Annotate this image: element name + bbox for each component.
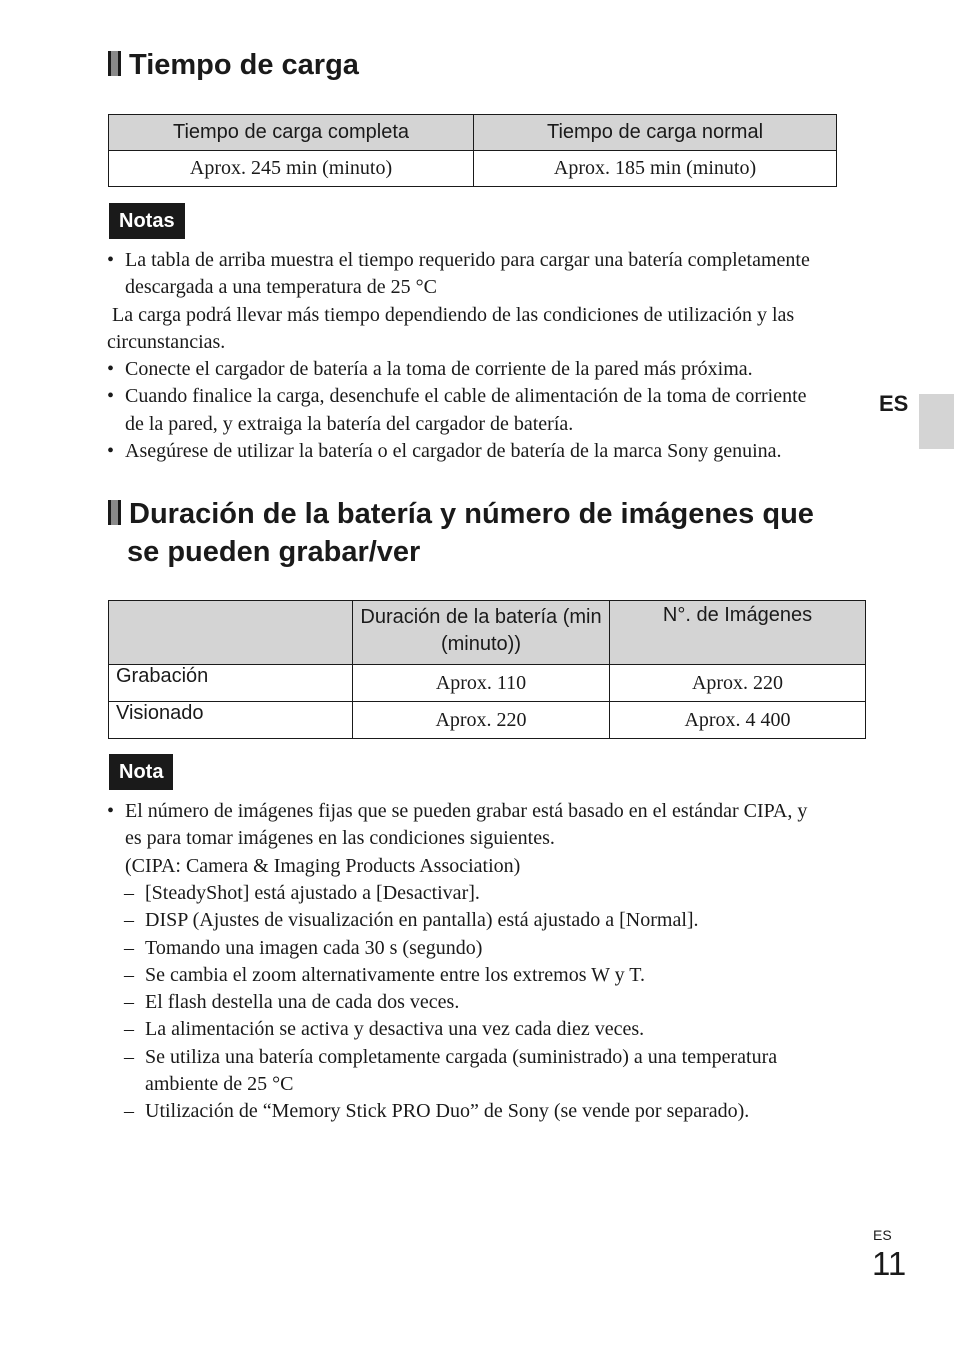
condition-text: Tomando una imagen cada 30 s (segundo) xyxy=(145,936,483,959)
page-language-code: ES xyxy=(873,1227,892,1243)
list-item xyxy=(107,247,867,302)
table-row xyxy=(109,702,866,739)
condition-text: El flash destella una de cada dos veces. xyxy=(145,991,460,1014)
page-number: 11 xyxy=(872,1245,907,1282)
row-label-viewing: Visionado xyxy=(109,702,353,739)
table-header-empty xyxy=(109,601,353,665)
notes-list xyxy=(107,247,867,465)
conditions-list xyxy=(124,880,864,1126)
list-item: – Utilización de “Memory Stick PRO Duo” de Sony (se vende por separado). xyxy=(124,1100,750,1123)
heading-text: Tiempo de carga xyxy=(129,49,359,81)
table-cell-images: Aprox. 4 400 xyxy=(610,702,866,739)
bullet-icon: • xyxy=(107,249,115,271)
table-row xyxy=(109,665,866,702)
note-text-cipa: (CIPA: Camera & Imaging Products Association) xyxy=(125,854,521,877)
condition-text: Utilización de “Memory Stick PRO Duo” de Sony (se vende por separado). xyxy=(145,1100,750,1123)
list-item: – [SteadyShot] está ajustado a [Desactivar]. xyxy=(124,882,480,904)
table-cell-duration: Aprox. 220 xyxy=(353,702,610,739)
note-text: Cuando finalice la carga, desenchufe el cable de alimentación de la toma de corriente de la pared, y extraiga la batería del cargador de batería. xyxy=(125,385,807,435)
table-cell-full-charge: Aprox. 245 min (minuto) xyxy=(109,151,474,187)
heading-marker-icon xyxy=(108,51,121,76)
bullet-icon: • xyxy=(107,385,115,408)
condition-text: [SteadyShot] está ajustado a [Desactivar]. xyxy=(145,882,480,904)
bullet-icon: • xyxy=(107,440,115,463)
list-item xyxy=(107,356,867,383)
note-text: El número de imágenes fijas que se pueden grabar está basado en el estándar CIPA, y es para tomar imágenes en las condiciones siguientes. xyxy=(125,800,808,850)
condition-text: Se cambia el zoom alternativamente entre los extremos W y T. xyxy=(145,963,646,986)
condition-text: La alimentación se activa y desactiva una vez cada diez veces. xyxy=(145,1018,645,1041)
condition-text: DISP (Ajustes de visualización en pantalla) está ajustado a [Normal]. xyxy=(145,909,699,932)
list-item: – Se utiliza una batería completamente cargada (suministrado) a una temperatura ambiente de 25 °C xyxy=(124,1044,864,1099)
list-item: – El flash destella una de cada dos veces. xyxy=(124,991,460,1014)
list-item: – Tomando una imagen cada 30 s (segundo) xyxy=(124,936,483,959)
list-item xyxy=(107,383,867,438)
list-item: – La alimentación se activa y desactiva una vez cada diez veces. xyxy=(124,1018,645,1041)
list-item: – Se cambia el zoom alternativamente entre los extremos W y T. xyxy=(124,963,646,986)
table-cell-images: Aprox. 220 xyxy=(610,665,866,702)
notes-label: Notas xyxy=(109,203,185,239)
table-header-full-charge: Tiempo de carga completa xyxy=(109,115,474,151)
table-header-duration: Duración de la batería (min (minuto)) xyxy=(353,601,610,665)
list-item xyxy=(107,438,867,465)
section-heading-tiempo-de-carga xyxy=(108,46,359,84)
charge-time-table xyxy=(108,114,837,187)
list-item: – DISP (Ajustes de visualización en pantalla) está ajustado a [Normal]. xyxy=(124,909,699,932)
language-tab-marker xyxy=(919,394,954,449)
table-header-normal-charge: Tiempo de carga normal xyxy=(474,115,837,151)
heading-marker-icon xyxy=(108,500,121,525)
table-cell-normal-charge: Aprox. 185 min (minuto) xyxy=(474,151,837,187)
note-continuation: La carga podrá llevar más tiempo dependiendo de las condiciones de utilización y las circunstancias. xyxy=(107,303,800,353)
battery-duration-table xyxy=(108,600,866,739)
note-intro-list xyxy=(107,798,867,880)
note-text: Asegúrese de utilizar la batería o el cargador de batería de la marca Sony genuina. xyxy=(125,440,782,463)
heading-text-line2: se pueden grabar/ver xyxy=(127,536,421,568)
condition-text: Se utiliza una batería completamente cargada (suministrado) a una temperatura ambiente de 25 °C xyxy=(145,1045,778,1096)
note-label: Nota xyxy=(109,754,173,790)
heading-text-line1: Duración de la batería y número de imágenes que xyxy=(129,498,814,530)
bullet-icon: • xyxy=(107,800,115,822)
row-label-recording: Grabación xyxy=(109,665,353,702)
bullet-icon: • xyxy=(107,358,115,381)
language-tab-label: ES xyxy=(879,391,909,416)
note-text: Conecte el cargador de batería a la toma de corriente de la pared más próxima. xyxy=(125,358,753,381)
table-cell-duration: Aprox. 110 xyxy=(353,665,610,702)
list-item xyxy=(107,302,867,357)
note-text: La tabla de arriba muestra el tiempo requerido para cargar una batería completamente descargada a una temperatura de 25 °C xyxy=(125,249,810,299)
table-header-images: N°. de Imágenes xyxy=(610,601,866,665)
section-heading-battery-duration xyxy=(108,495,814,571)
list-item xyxy=(107,798,867,880)
